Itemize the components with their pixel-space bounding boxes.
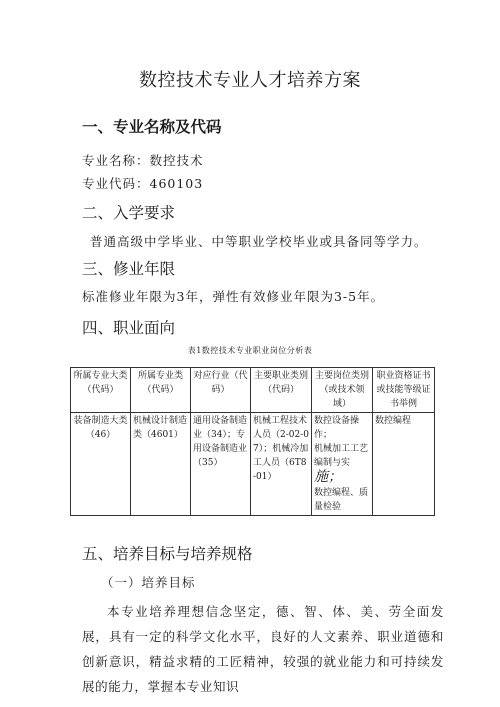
section-1-heading: 一、专业名称及代码 [82,118,222,136]
table-cell-occupation: 机械工程技术人员（2-02-07）；机械冷加工人员（6T8-01） [251,413,312,516]
table-header-cell: 所属专业类（代码） [131,368,191,413]
career-analysis-table [70,367,435,516]
document-title: 数控技术专业人才培养方案 [139,70,361,91]
position-line: 施； [314,469,342,485]
position-line: 机械加工工艺编制与实 [314,444,369,468]
table-cell-category: 装备制造大类（46） [71,413,131,516]
major-code-line: 专业代码：460103 [82,176,204,191]
table-header-cell: 所属专业大类（代码） [71,368,131,413]
table-header-cell: 职业资格证书或技能等级证书举例 [373,368,435,413]
table-header-cell: 主要职业类别（代码） [251,368,312,413]
table-cell-class: 机械设计制造类（4601） [131,413,191,516]
major-name-line: 专业名称：数控技术 [82,153,204,168]
section-5-heading: 五、培养目标与培养规格 [82,545,253,563]
table-cell-industry: 通用设备制造业（34）；专用设备制造业（35） [191,413,251,516]
table-row [71,413,435,516]
table-header-cell: 对应行业（代码） [191,368,251,413]
table-cell-certificate: 数控编程 [373,413,435,516]
section-2-heading: 二、入学要求 [82,204,176,222]
table-caption: 表1数控技术专业职业岗位分析表 [187,346,313,355]
sub-heading-goal: （一）培养目标 [101,575,196,590]
table-header-cell: 主要岗位类别（或技术领域） [312,368,373,413]
table-header-row [71,368,435,413]
duration-text: 标准修业年限为3年，弹性有效修业年限为3-5年。 [82,289,385,304]
position-line: 数控设备操作； [314,416,360,440]
section-3-heading: 三、修业年限 [82,260,176,278]
goal-paragraph: 本专业培养理想信念坚定，德、智、体、美、劳全面发展，具有一定的科学文化水平，良好的人文素养、职业道德和创新意识，精益求精的工匠精神，较强的就业能力和可持续发展的能力，掌握本专业知识 [82,604,444,694]
table-cell-positions [312,413,373,516]
admission-text: 普通高级中学毕业、中等职业学校毕业或具备同等学力。 [90,234,428,249]
position-line: 数控编程、质量检验 [314,488,369,512]
section-4-heading: 四、职业面向 [82,319,176,337]
